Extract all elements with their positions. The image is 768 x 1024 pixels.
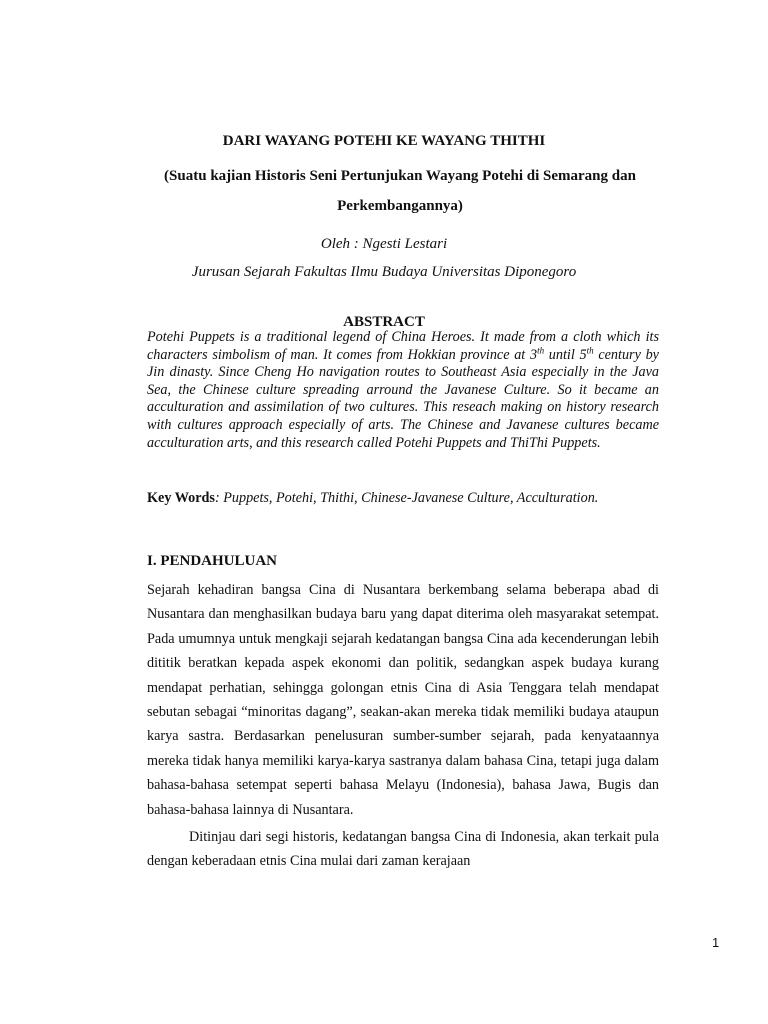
abstract-superscript-2: th xyxy=(586,344,594,355)
keywords-list: Puppets, Potehi, Thithi, Chinese-Javanese Culture, Acculturation. xyxy=(219,490,599,506)
paragraph-2: Ditinjau dari segi historis, kedatangan bangsa Cina di Indonesia, akan terkait pula dengan keberadaan etnis Cina mulai dari zaman kerajaan xyxy=(147,829,659,870)
keywords-colon: : xyxy=(214,490,220,506)
abstract-superscript-1: th xyxy=(537,344,545,355)
author-line: Oleh : Ngesti Lestari xyxy=(320,236,448,252)
abstract-text xyxy=(147,329,659,452)
section-heading: I. PENDAHULUAN xyxy=(147,553,278,569)
affiliation-line: Jurusan Sejarah Fakultas Ilmu Budaya Universitas Diponegoro xyxy=(191,264,577,280)
keywords-line xyxy=(147,488,687,508)
page-number: 1 xyxy=(712,935,720,950)
abstract-part-3: century by Jin dinasty. Since Cheng Ho navigation routes to Southeast Asia especially in the Java Sea, the Chinese culture spreading arround the Javanese Culture. So it became an acculturation and assimilation of two cultures. This reseach making on history research with cultures approach especially of arts. The Chinese and Javanese cultures became acculturation arts, and this research called Potehi Puppets and ThiThi Puppets. xyxy=(147,346,659,451)
body-text xyxy=(147,578,659,874)
abstract-heading: ABSTRACT xyxy=(343,314,425,330)
abstract-part-1: Potehi Puppets is a traditional legend of China Heroes. It made from a cloth which its characters simbolism of man. It comes from Hokkian province at 3 xyxy=(147,329,659,363)
paragraph-1: Sejarah kehadiran bangsa Cina di Nusantara berkembang selama beberapa abad di Nusantara dan menghasilkan budaya baru yang dapat diterima oleh masyarakat setempat. Pada umumnya untuk mengkaji sejarah kedatangan bangsa Cina ada kecenderungan lebih dititik beratkan kepada aspek ekonomi dan politik, sedangkan aspek budaya kurang mendapat perhatian, sehingga golongan etnis Cina di Asia Tenggara telah mendapat sebutan sebagai “minoritas dagang”, seakan-akan mereka tidak memiliki budaya ataupun karya sastra. Berdasarkan penelusuran sumber-sumber sejarah, pada kenyataannya mereka tidak hanya memiliki karya-karya sastranya dalam bahasa Cina, tetapi juga dalam bahasa-bahasa setempat seperti bahasa Melayu (Indonesia), bahasa Jawa, Bugis dan bahasa-bahasa lainnya di Nusantara. xyxy=(147,582,659,818)
abstract-part-2: until 5 xyxy=(544,346,587,363)
paper-title: DARI WAYANG POTEHI KE WAYANG THITHI xyxy=(222,133,546,149)
paper-subtitle: (Suatu kajian Historis Seni Pertunjukan Wayang Potehi di Semarang dan Perkembangannya) xyxy=(164,168,636,214)
keywords-label: Key Words xyxy=(147,490,215,506)
